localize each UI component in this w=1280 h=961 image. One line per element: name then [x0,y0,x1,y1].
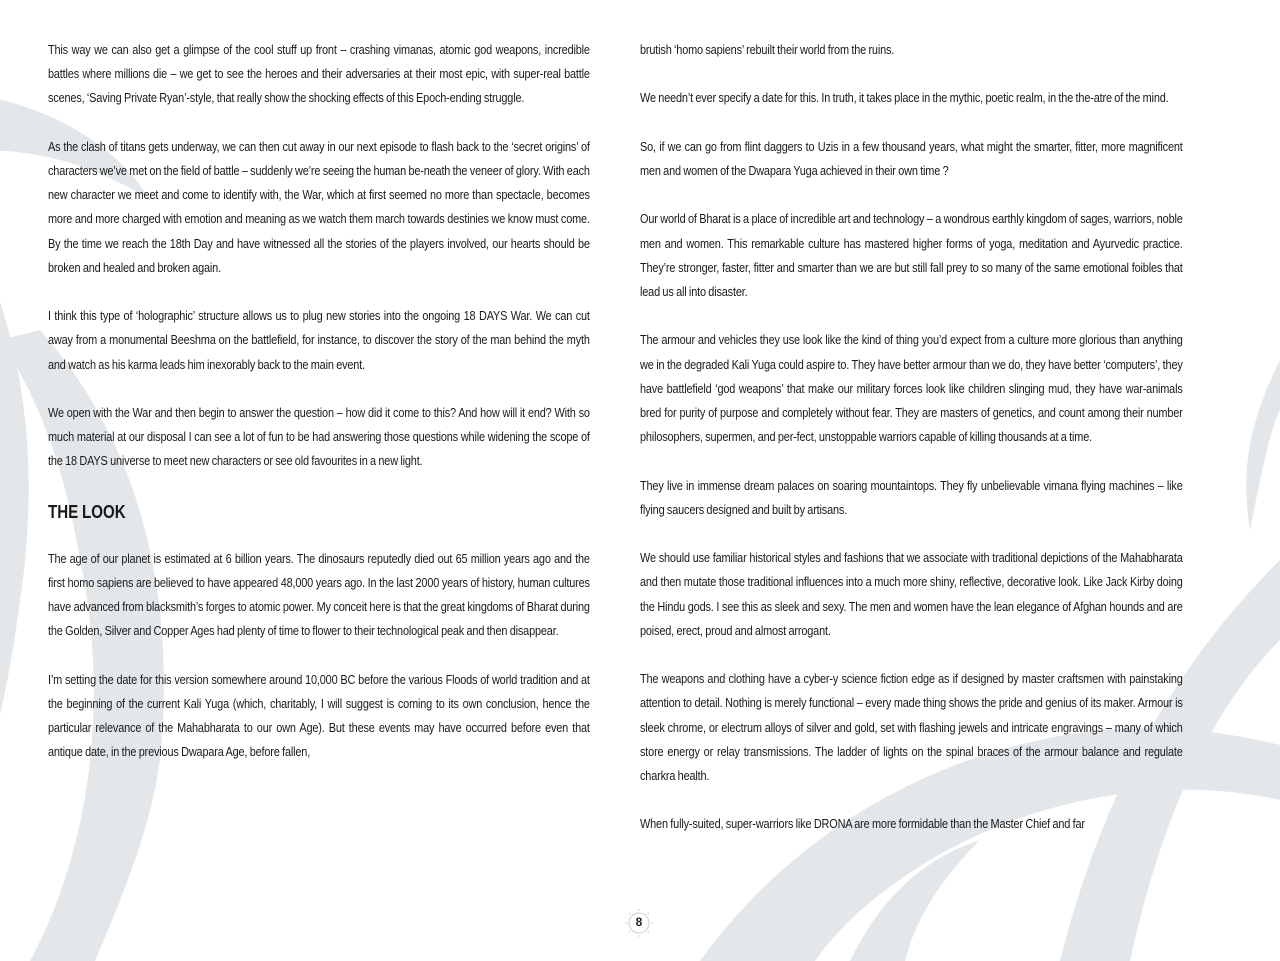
right-paragraph-5: The armour and vehicles they use look like the kind of thing you’d expect from a culture more glorious than anything we in the degraded Kali Yuga could aspire to. They have better armour than we do, they have better ‘computers’, they have battlefield ‘god weapons’ that make our military forces look like children slinging mud, they have war-animals bred for purity of purpose and completely without fear. They are masters of genetics, and count among their number philosophers, supermen, and per-fect, unstoppable warriors capable of killing thousands at a time. [640,332,1183,445]
right-paragraph-7: We should use familiar historical styles and fashions that we associate with traditional depictions of the Mahabharata and then mutate those traditional influences into a much more shiny, reflective, decorative look. Like Jack Kirby doing the Hindu gods. I see this as sleek and sexy. The men and women have the lean elegance of Afghan hounds and are poised, erect, proud and almost arrogant. [640,550,1183,638]
right-column [640,38,1183,861]
left-paragraph-1: This way we can also get a glimpse of the cool stuff up front – crashing vimanas, atomic god weapons, incredible battles where millions die – we get to see the heroes and their adversaries at their most epic, with super-real battle scenes, ‘Saving Private Ryan’-style, that really show the shocking effects of this Epoch-ending struggle. [48,42,590,106]
right-paragraph-6: They live in immense dream palaces on soaring mountaintops. They fly unbelievable vimana flying machines – like flying saucers designed and built by artisans. [640,477,1183,517]
left-paragraph-2: As the clash of titans gets underway, we can then cut away in our next episode to flash back to the ‘secret origins’ of characters we’ve met on the field of battle – suddenly we’re seeing the human be-neath the veneer of glory. With each new character we meet and come to identify with, the War, which at first seemed no more than spectacle, becomes more and more charged with emotion and meaning as we watch them march towards destinies we know must come. By the time we reach the 18th Day and have witnessed all the stories of the players involved, our hearts should be broken and healed and broken again. [48,138,590,275]
left-column [48,38,590,789]
page-number-badge [620,906,658,944]
right-paragraph-9: When fully-suited, super-warriors like DRONA are more formidable than the Master Chief and far [640,816,1085,832]
right-paragraph-8: The weapons and clothing have a cyber-y science fiction edge as if designed by master craftsmen with painstaking attention to detail. Nothing is merely functional – every made thing shows the pride and genius of its maker. Armour is sleek chrome, or electrum alloys of silver and gold, set with flashing jewels and intricate engravings – many of which store energy or relay transmissions. The ladder of lights on the spinal braces of the armour balance and regulate charkra health. [640,671,1183,783]
right-paragraph-1: brutish ‘homo sapiens’ rebuilt their world from the ruins. [640,42,895,57]
section-heading-the-look: THE LOOK [48,501,126,522]
right-paragraph-2: We needn’t ever specify a date for this. In truth, it takes place in the mythic, poetic realm, in the the-atre of the mind. [640,90,1169,106]
left-paragraph-3: I think this type of ‘holographic’ structure allows us to plug new stories into the ongoing 18 DAYS War. We can cut away from a monumental Beeshma on the battlefield, for instance, to discover the story of the man behind the myth and watch as his karma leads him inexorably back to the main event. [48,308,590,372]
right-paragraph-3: So, if we can go from flint daggers to Uzis in a few thousand years, what might the smarter, fitter, more magnificent men and women of the Dwapara Yuga achieved in their own time ? [640,138,1183,178]
left-paragraph-6: I’m setting the date for this version somewhere around 10,000 BC before the various Floods of world tradition and at the beginning of the current Kali Yuga (which, charitably, I will suggest is coming to its own conclusion, hence the particular relevance of the Mahabharata to our own Age). But these events may have occurred before even that antique date, in the previous Dwapara Age, before fallen, [48,671,590,760]
left-paragraph-4: We open with the War and then begin to answer the question – how did it come to this? And how will it end? With so much material at our disposal I can see a lot of fun to be had answering those questions while widening the scope of the 18 DAYS universe to meet new characters or see old favourites in a new light. [48,405,590,469]
page-number: 8 [635,915,643,929]
left-paragraph-5: The age of our planet is estimated at 6 billion years. The dinosaurs reputedly died out 65 million years ago and the first homo sapiens are believed to have appeared 48,000 years ago. In the last 2000 years of history, human cultures have advanced from blacksmith’s forges to atomic power. My conceit here is that the great kingdoms of Bharat during the Golden, Silver and Copper Ages had plenty of time to flower to their technological peak and then disappear. [48,550,590,639]
right-paragraph-4: Our world of Bharat is a place of incredible art and technology – a wondrous earthly kingdom of sages, warriors, noble men and women. This remarkable culture has mastered higher forms of yoga, meditation and Ayurvedic practice. They’re stronger, faster, fitter and smarter than we are but still fall prey to so many of the same emotional foibles that lead us all into disaster. [640,211,1183,299]
